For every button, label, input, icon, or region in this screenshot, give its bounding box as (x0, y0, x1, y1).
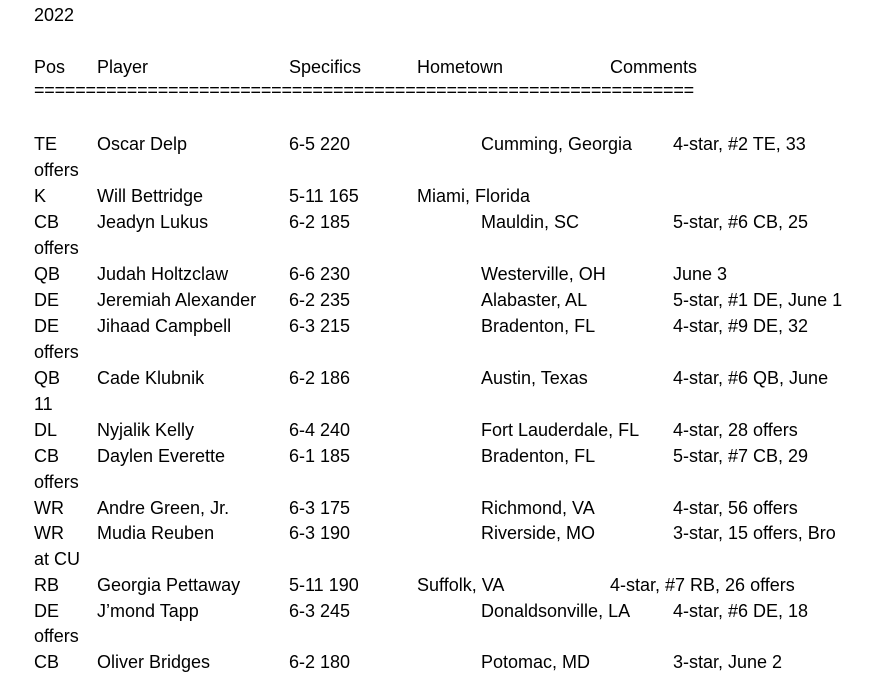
header-comments: Comments (610, 57, 698, 77)
player-cell: Will Bettridge (97, 186, 204, 206)
comments-cell: June 3 (673, 264, 728, 284)
hometown-cell: Bradenton, FL (481, 316, 596, 336)
pos-cell: WR (34, 498, 64, 518)
player-cell: J’mond Tapp (97, 601, 199, 621)
hometown-cell: Riverside, MO (481, 523, 596, 543)
comments-cell: 3-star, June 2 (673, 652, 783, 672)
specifics-cell: 6-6 230 (289, 264, 351, 284)
comments-cell: 5-star, #1 DE, June 1 (673, 290, 843, 310)
player-cell: Oscar Delp (97, 134, 188, 154)
comments-cell: 5-star, #6 CB, 25 (673, 212, 809, 232)
comments-cell: 4-star, 56 offers (673, 498, 798, 518)
hometown-cell: Potomac, MD (481, 652, 591, 672)
year-heading: 2022 (34, 5, 75, 25)
comments-cell: 3-star, 15 offers, Bro (673, 523, 836, 543)
pos-cell: QB (34, 368, 61, 388)
comments-cell: 4-star, #2 TE, 33 (673, 134, 806, 154)
player-cell: Mudia Reuben (97, 523, 215, 543)
hometown-cell: Westerville, OH (481, 264, 606, 284)
hometown-cell: Fort Lauderdale, FL (481, 420, 640, 440)
hometown-cell: Cumming, Georgia (481, 134, 633, 154)
wrapped-comment-text: offers (34, 238, 79, 258)
header-player: Player (97, 57, 149, 77)
pos-cell: DE (34, 316, 60, 336)
wrapped-comment-text: offers (34, 472, 79, 492)
pos-cell: RB (34, 575, 60, 595)
player-cell: Cade Klubnik (97, 368, 205, 388)
wrapped-comment-text: offers (34, 160, 79, 180)
specifics-cell: 6-2 235 (289, 290, 351, 310)
pos-cell: CB (34, 212, 60, 232)
specifics-cell: 6-5 220 (289, 134, 351, 154)
comments-cell: 4-star, #6 QB, June (673, 368, 829, 388)
player-cell: Jeadyn Lukus (97, 212, 209, 232)
hometown-cell: Miami, Florida (417, 186, 531, 206)
specifics-cell: 6-2 186 (289, 368, 351, 388)
hometown-cell: Mauldin, SC (481, 212, 580, 232)
pos-cell: DE (34, 290, 60, 310)
hometown-cell: Austin, Texas (481, 368, 588, 388)
specifics-cell: 6-3 215 (289, 316, 351, 336)
pos-cell: WR (34, 523, 64, 543)
hometown-cell: Alabaster, AL (481, 290, 588, 310)
comments-cell: 4-star, #9 DE, 32 (673, 316, 809, 336)
wrapped-comment-text: offers (34, 626, 79, 646)
player-cell: Andre Green, Jr. (97, 498, 230, 518)
comments-cell: 4-star, #6 DE, 18 (673, 601, 809, 621)
specifics-cell: 6-4 240 (289, 420, 351, 440)
specifics-cell: 6-3 245 (289, 601, 351, 621)
wrapped-comment-text: at CU (34, 549, 81, 569)
hometown-cell: Donaldsonville, LA (481, 601, 631, 621)
header-specifics: Specifics (289, 57, 362, 77)
hometown-cell: Bradenton, FL (481, 446, 596, 466)
player-cell: Nyjalik Kelly (97, 420, 195, 440)
player-cell: Judah Holtzclaw (97, 264, 229, 284)
pos-cell: QB (34, 264, 61, 284)
specifics-cell: 5-11 165 (289, 186, 359, 206)
pos-cell: CB (34, 652, 60, 672)
comments-cell: 4-star, 28 offers (673, 420, 798, 440)
specifics-cell: 6-3 190 (289, 523, 351, 543)
player-cell: Jeremiah Alexander (97, 290, 257, 310)
header-hometown: Hometown (417, 57, 504, 77)
wrapped-comment-text: 11 (34, 394, 53, 414)
player-cell: Georgia Pettaway (97, 575, 241, 595)
pos-cell: DL (34, 420, 58, 440)
comments-cell: 5-star, #7 CB, 29 (673, 446, 809, 466)
player-cell: Daylen Everette (97, 446, 226, 466)
specifics-cell: 6-1 185 (289, 446, 351, 466)
pos-cell: TE (34, 134, 58, 154)
header-separator: ================================================================ (34, 80, 694, 100)
player-cell: Jihaad Campbell (97, 316, 232, 336)
comments-cell: 4-star, #7 RB, 26 offers (610, 575, 795, 595)
specifics-cell: 5-11 190 (289, 575, 359, 595)
pos-cell: DE (34, 601, 60, 621)
wrapped-comment-text: offers (34, 342, 79, 362)
hometown-cell: Suffolk, VA (417, 575, 505, 595)
specifics-cell: 6-2 185 (289, 212, 351, 232)
hometown-cell: Richmond, VA (481, 498, 595, 518)
pos-cell: CB (34, 446, 60, 466)
pos-cell: K (34, 186, 47, 206)
specifics-cell: 6-2 180 (289, 652, 351, 672)
specifics-cell: 6-3 175 (289, 498, 351, 518)
player-cell: Oliver Bridges (97, 652, 211, 672)
header-pos: Pos (34, 57, 66, 77)
